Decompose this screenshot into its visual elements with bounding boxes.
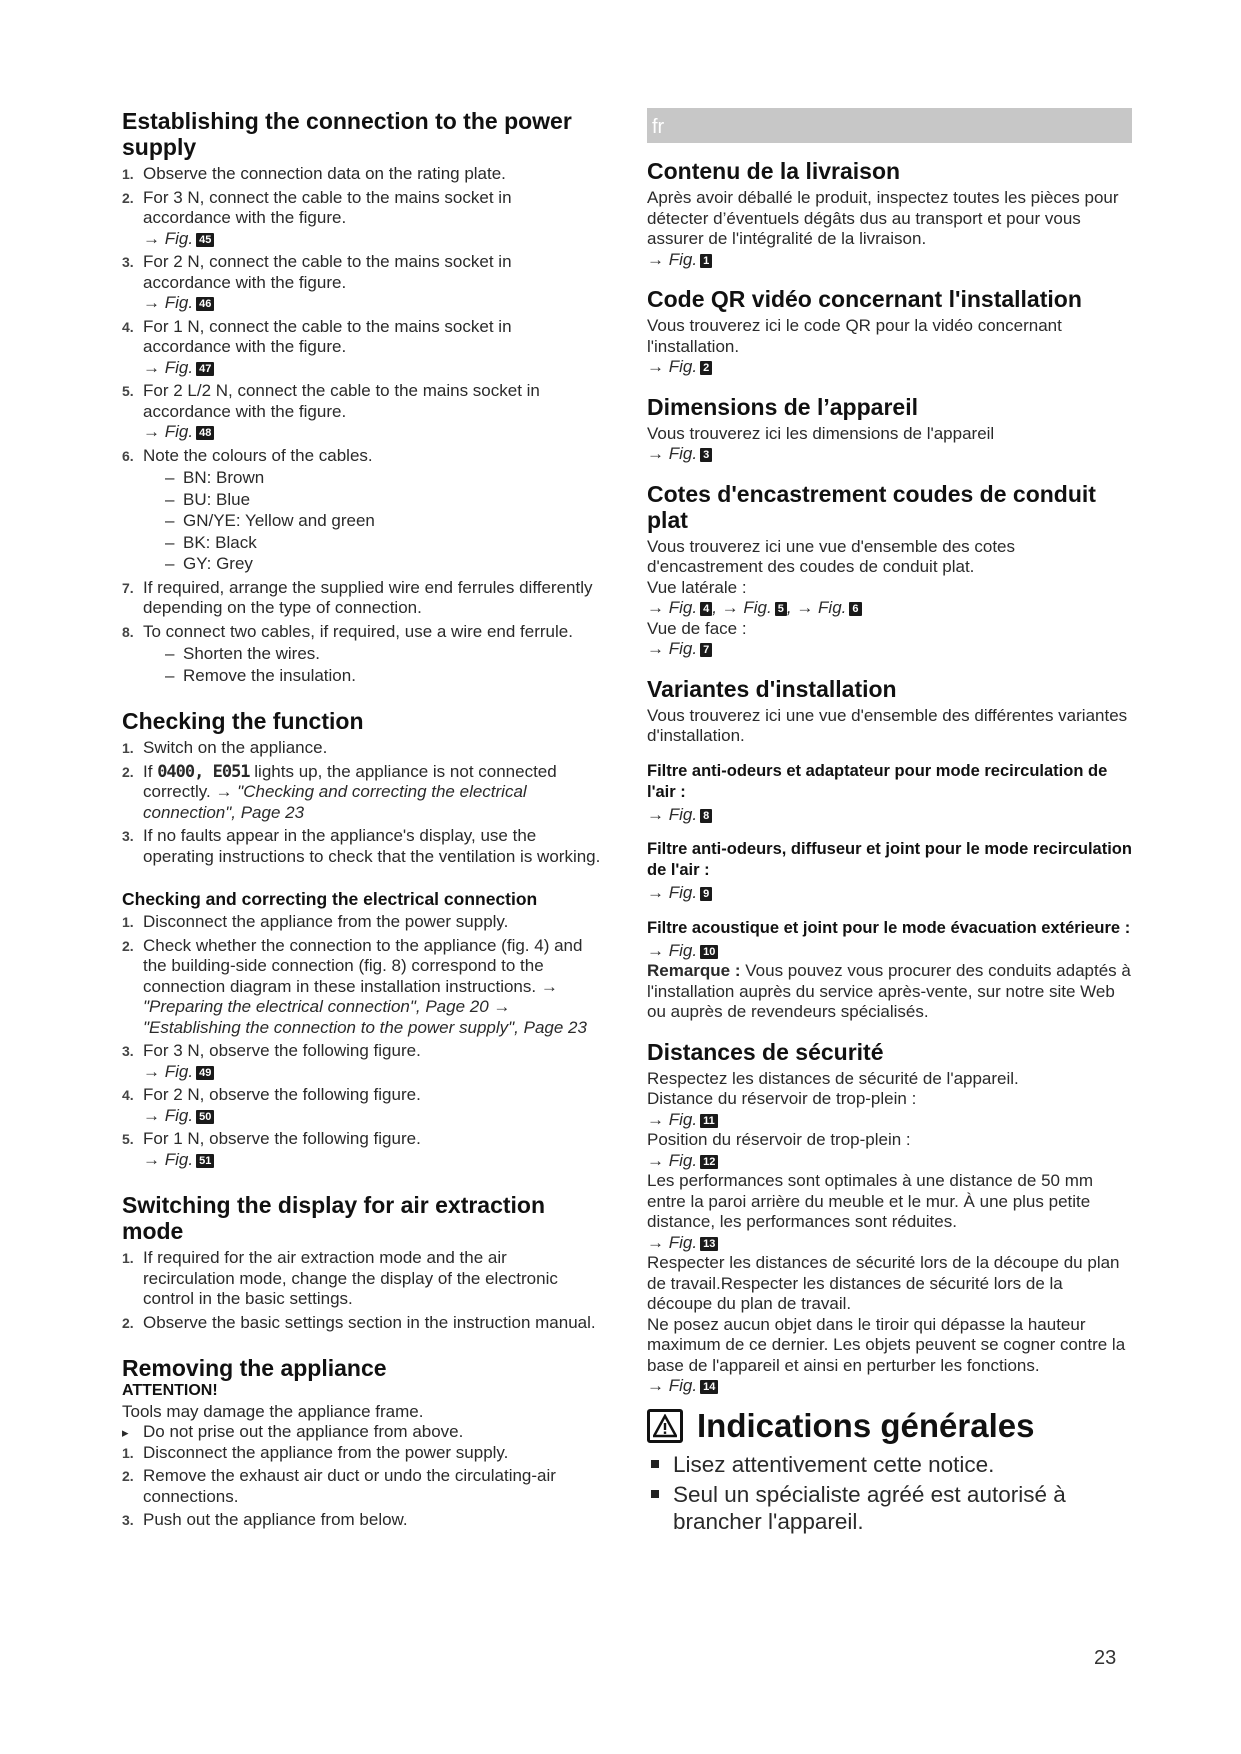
heading-correcting-connection: Checking and correcting the electrical connection bbox=[122, 889, 538, 909]
list-item: 4. For 1 N, connect the cable to the mains socket in accordance with the figure. → Fig. 47 bbox=[122, 317, 602, 379]
left-column bbox=[122, 108, 602, 1553]
fig-ref: → Fig. 8 bbox=[647, 805, 1132, 826]
section-variantes: Variantes d'installation Vous trouverez ici une vue d'ensemble des différentes variantes d'installation. Filtre anti-odeurs et adaptateur pour mode recirculation de l'air : → Fig. 8 Filtre anti-odeurs, diffuseur et joint pour le mode recirculation de l'air : → Fig. 9 Filtre acoustique et joint pour le mode évacuation extérieure : → Fig. 10 Remarque : Vous pouvez vous procurer des conduits adaptés à l'installation auprès du service après-vente, sur notre site Web ou auprès de revendeurs spécialisés. bbox=[647, 675, 1132, 1021]
cross-reference: "Establishing the connection to the power supply", Page 23 bbox=[143, 1017, 587, 1037]
cable-colours-list: – BN: Brown – BU: Blue – GN/YE: Yellow and green – BK: Black – GY: Grey bbox=[143, 468, 602, 575]
list-item: Lisez attentivement cette notice. bbox=[647, 1451, 1132, 1478]
fig-badge: 11 bbox=[700, 1114, 718, 1128]
list-item: 7. If required, arrange the supplied wire end ferrules differently depending on the type of connection. bbox=[122, 577, 593, 617]
fig-ref: → Fig. 9 bbox=[647, 883, 1132, 904]
cross-reference: "Checking and correcting the electrical connection", Page 23 bbox=[143, 782, 527, 822]
list-item: 2. Observe the basic settings section in the instruction manual. bbox=[122, 1312, 596, 1332]
fig-badge: 7 bbox=[700, 643, 712, 657]
fig-ref: → Fig. 51 bbox=[143, 1150, 602, 1171]
fig-badge: 14 bbox=[700, 1380, 718, 1394]
heading-general: Indications générales bbox=[647, 1407, 1132, 1445]
list-item: 3. For 3 N, observe the following figure. → Fig. 49 bbox=[122, 1041, 602, 1082]
fig-badge: 46 bbox=[196, 297, 214, 311]
heading-power-connection: Establishing the connection to the power supply bbox=[122, 108, 572, 160]
fig-badge: 3 bbox=[700, 448, 712, 462]
list-item: 1. Disconnect the appliance from the power supply. bbox=[122, 912, 509, 931]
fig-badge: 4 bbox=[700, 602, 712, 616]
fig-ref: → Fig. 4 , → Fig. 5 , → Fig. 6 bbox=[647, 598, 1132, 619]
section-removing bbox=[122, 1355, 602, 1531]
list-item: 5. For 2 L/2 N, connect the cable to the mains socket in accordance with the figure. → Fig. 48 bbox=[122, 381, 602, 443]
heading-contenu: Contenu de la livraison bbox=[647, 158, 901, 184]
fig-badge: 50 bbox=[196, 1110, 214, 1124]
list-item: 2. Check whether the connection to the appliance (fig. 4) and the building-side connection (fig. 8) correspond to the connection diagram in these installation instructions. → "Preparing the electrical connection", Page 20 → "Establishing the connection to the power supply", Page 23 bbox=[122, 935, 587, 1037]
power-steps bbox=[122, 164, 602, 686]
heading-removing: Removing the appliance bbox=[122, 1355, 387, 1381]
page-number: 23 bbox=[1094, 1647, 1117, 1669]
section-securite: Distances de sécurité Respectez les distances de sécurité de l'appareil. Distance du réservoir de trop-plein : → Fig. 11 Position du réservoir de trop-plein : → Fig. 12 Les performances sont optimales à une distance de 50 mm entre la paroi arrière du meuble et le mur. À une plus petite distance, les performances sont réduites. → Fig. 13 Respecter les distances de sécurité lors de la découpe du plan de travail.Respecter les distances de sécurité lors de la découpe du plan de travail. Ne posez aucun objet dans le tiroir qui dépasse la hauteur maximum de ce dernier. Les objets peuvent se cogner contre la base de l'appareil et ainsi en perturber les fonctions. → Fig. 14 bbox=[647, 1039, 1132, 1397]
list-item: 6. Note the colours of the cables. – BN: Brown – BU: Blue – GN/YE: Yellow and green – BK: Black – GY: Grey bbox=[122, 446, 602, 575]
section-qr: Code QR vidéo concernant l'installation Vous trouverez ici le code QR pour la vidéo concernant l'installation. → Fig. 2 bbox=[647, 286, 1132, 378]
fig-badge: 6 bbox=[849, 602, 861, 616]
fig-badge: 51 bbox=[196, 1154, 214, 1168]
heading-checking-function: Checking the function bbox=[122, 708, 364, 734]
right-column bbox=[647, 158, 1132, 1538]
list-item: 3. If no faults appear in the appliance's display, use the operating instructions to check that the ventilation is working. bbox=[122, 826, 601, 866]
list-item: 2. Remove the exhaust air duct or undo the circulating-air connections. bbox=[122, 1466, 556, 1506]
fig-badge: 9 bbox=[700, 887, 712, 901]
fig-ref: → Fig. 10 bbox=[647, 941, 1132, 962]
heading-variantes: Variantes d'installation bbox=[647, 675, 897, 702]
fig-ref: → Fig. 46 bbox=[143, 293, 602, 314]
attention-label: ATTENTION! bbox=[122, 1382, 218, 1399]
subheading: Filtre acoustique et joint pour le mode évacuation extérieure : bbox=[647, 918, 1131, 937]
fig-ref: → Fig. 48 bbox=[143, 422, 602, 443]
section-cotes: Cotes d'encastrement coudes de conduit plat Vous trouverez ici une vue d'ensemble des cotes d'encastrement des coudes de conduit plat. Vue latérale : → Fig. 4 , → Fig. 5 , → Fig. 6 Vue de face : → Fig. 7 bbox=[647, 481, 1132, 660]
cross-reference: "Preparing the electrical connection", Page 20 bbox=[143, 997, 489, 1016]
fig-ref: → Fig. 14 bbox=[647, 1376, 1132, 1397]
fig-badge: 48 bbox=[196, 426, 214, 440]
ferrule-steps: – Shorten the wires. – Remove the insulation. bbox=[143, 644, 602, 686]
list-item: 2. For 3 N, connect the cable to the mains socket in accordance with the figure. → Fig. 45 bbox=[122, 188, 602, 250]
fig-badge: 49 bbox=[196, 1066, 214, 1080]
heading-display-switch: Switching the display for air extraction mode bbox=[122, 1192, 546, 1244]
heading-dimensions: Dimensions de l’appareil bbox=[647, 393, 918, 420]
section-general bbox=[647, 1407, 1132, 1535]
fig-ref: → Fig. 3 bbox=[647, 444, 1132, 465]
subheading: Filtre anti-odeurs, diffuseur et joint pour le mode recirculation de l'air : bbox=[647, 840, 1132, 879]
fig-ref: → Fig. 50 bbox=[143, 1106, 602, 1127]
list-item: Seul un spécialiste agréé est autorisé à brancher l'appareil. bbox=[647, 1481, 1132, 1535]
fig-ref: → Fig. 13 bbox=[647, 1233, 1132, 1254]
fig-badge: 45 bbox=[196, 233, 214, 247]
list-item: 1. Disconnect the appliance from the power supply. bbox=[122, 1442, 509, 1462]
section-correcting-connection bbox=[122, 889, 602, 1170]
list-item: 2. If 0400, E051 lights up, the appliance is not connected correctly. → "Checking and correcting the electrical connection", Page 23 bbox=[122, 761, 557, 822]
heading-securite: Distances de sécurité bbox=[647, 1038, 884, 1065]
section-power-connection bbox=[122, 108, 602, 686]
fig-ref: → Fig. 45 bbox=[143, 229, 602, 250]
section-dimensions: Dimensions de l’appareil Vous trouverez ici les dimensions de l'appareil → Fig. 3 bbox=[647, 394, 1132, 465]
fig-badge: 2 bbox=[700, 361, 712, 375]
fig-ref: → Fig. 2 bbox=[647, 357, 1132, 378]
fig-ref: → Fig. 47 bbox=[143, 358, 602, 379]
fig-ref: → Fig. 12 bbox=[647, 1151, 1132, 1172]
heading-qr: Code QR vidéo concernant l'installation bbox=[647, 286, 1082, 312]
heading-cotes: Cotes d'encastrement coudes de conduit plat bbox=[647, 480, 1096, 533]
list-item: 3. For 2 N, connect the cable to the mains socket in accordance with the figure. → Fig. 46 bbox=[122, 252, 602, 314]
fig-ref: → Fig. 1 bbox=[647, 250, 1132, 271]
language-bar bbox=[647, 108, 1132, 143]
fig-ref: → Fig. 49 bbox=[143, 1062, 602, 1083]
fig-ref: → Fig. 11 bbox=[647, 1110, 1132, 1131]
language-tag: fr bbox=[652, 116, 665, 138]
list-item: 8. To connect two cables, if required, use a wire end ferrule. – Shorten the wires. – Remove the insulation. bbox=[122, 622, 602, 687]
list-item: 5. For 1 N, observe the following figure. → Fig. 51 bbox=[122, 1129, 602, 1170]
fig-badge: 47 bbox=[196, 362, 214, 376]
fig-badge: 10 bbox=[700, 945, 718, 959]
section-checking-function bbox=[122, 708, 602, 867]
subheading: Filtre anti-odeurs et adaptateur pour mode recirculation de l'air : bbox=[647, 761, 1108, 801]
list-item: 4. For 2 N, observe the following figure. → Fig. 50 bbox=[122, 1085, 602, 1126]
list-item: 1. Switch on the appliance. bbox=[122, 738, 328, 757]
warning-icon bbox=[647, 1409, 683, 1443]
list-item: 1. Observe the connection data on the rating plate. bbox=[122, 164, 506, 183]
note: Remarque : Vous pouvez vous procurer des conduits adaptés à l'installation auprès du service après-vente, sur notre site Web ou auprès de revendeurs spécialisés. bbox=[647, 961, 1131, 1021]
fig-badge: 1 bbox=[700, 254, 712, 268]
display-code: 0400, E051 bbox=[157, 761, 250, 782]
list-item: 1. If required for the air extraction mode and the air recirculation mode, change the display of the electronic control in the basic settings. bbox=[122, 1248, 558, 1308]
section-display-switch bbox=[122, 1192, 602, 1333]
list-item: 3. Push out the appliance from below. bbox=[122, 1510, 408, 1529]
fig-ref: → Fig. 7 bbox=[647, 639, 1132, 660]
fig-badge: 8 bbox=[700, 809, 712, 823]
fig-badge: 5 bbox=[775, 602, 787, 616]
attention-text: Tools may damage the appliance frame. bbox=[122, 1401, 424, 1421]
general-list bbox=[647, 1451, 1132, 1535]
fig-badge: 12 bbox=[700, 1155, 718, 1169]
section-contenu: Contenu de la livraison Après avoir déballé le produit, inspectez toutes les pièces pour détecter d’éventuels dégâts dus au transport et pour vous assurer de l'intégralité de la livraison. → Fig. 1 bbox=[647, 158, 1132, 270]
action-item: ▸ Do not prise out the appliance from above. bbox=[122, 1422, 602, 1443]
fig-badge: 13 bbox=[700, 1237, 718, 1251]
